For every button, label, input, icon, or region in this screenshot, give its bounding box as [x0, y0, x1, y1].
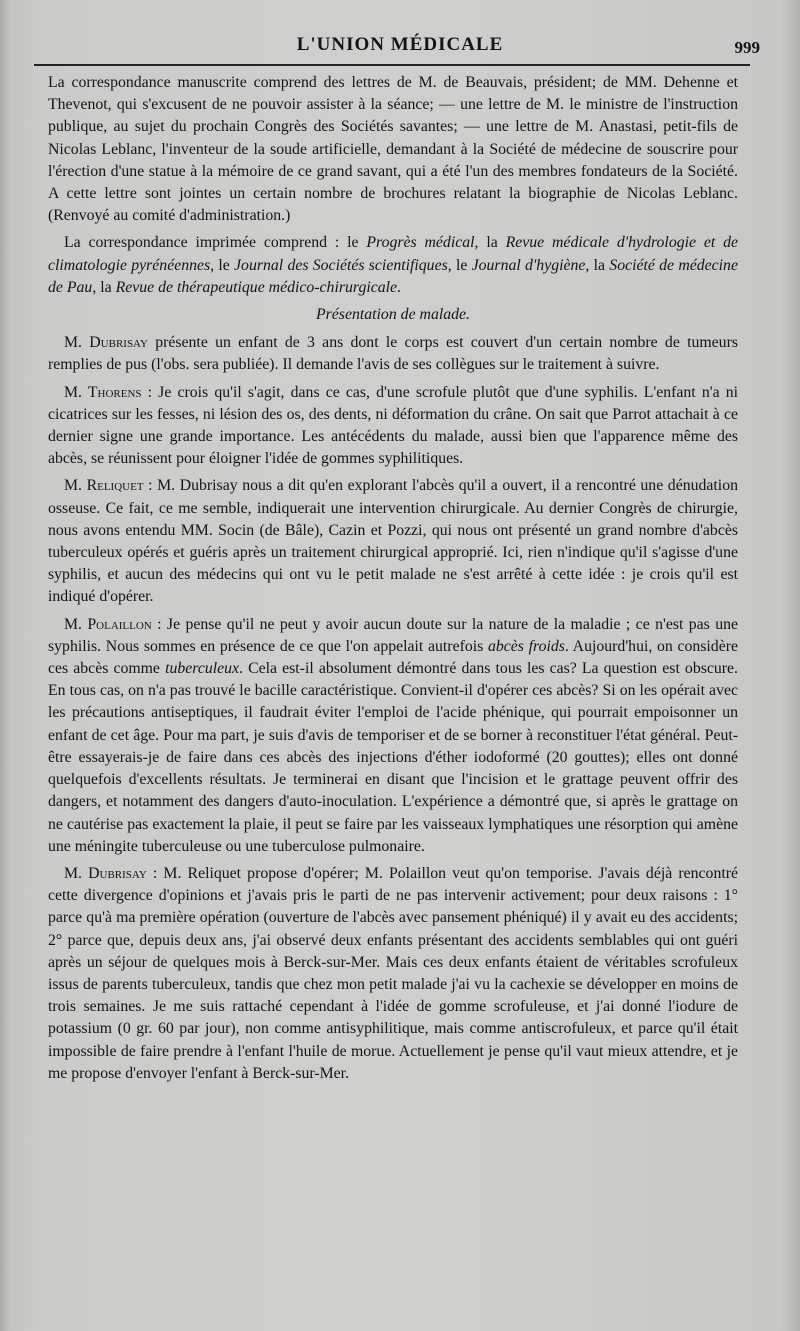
paragraph-text: : M. Reliquet propose d'opérer; M. Polaillon veut qu'on temporise. J'avais déjà rencontré cette divergence d'opinions et j'avais pris le parti de ne pas intervenir activement; pour deux raisons : 1° parce qu'à ma première opération (ouverture de l'abcès avec pansement phéniqué) il y avait eu des accidents; 2° parce que, depuis deux ans, j'ai observé deux enfants présentant des accidents semblables qui ont guéri après un séjour de quelques mois à Berck-sur-Mer. Mais ces deux enfants étaient de véritables scrofuleux issus de parents tuberculeux, tandis que chez mon petit malade j'ai vu la cachexie se développer en moins de trois semaines. Je me suis rattaché cependant à l'idée de gomme scrofuleuse, et j'ai donné l'iodure de potassium (0 gr. 60 par jour), non comme antisyphilitique, mais comme antiscrofuleux, et parce qu'il était impossible de faire prendre à l'enfant l'huile de morue. Actuellement je pense qu'il vaut mieux attendre, et je me propose d'envoyer l'enfant à Berck-sur-Mer.	[48, 864, 738, 1082]
text-run: . Cela est-il absolument démontré dans tous les cas? La question est obscure. En tous cas, on n'a pas trouvé le bacille caractéristique. Convient-il d'opérer ces abcès? Si on les opérait avec les précautions antiseptiques, il faudrait éviter l'emploi de l'acide phénique, qui pourrait empoisonner un enfant de cet âge. Pour ma part, je suis d'avis de temporiser et de se borner à reconstituer l'état général. Peut-être essayerais-je de faire dans ces abcès des injections d'éther iodoformé (20 gouttes); elles ont donné quelquefois d'excellents résultats. Je terminerai en disant que l'incision et le grattage peuvent offrir des dangers, et notamment des dangers d'auto-inoculation. L'expérience a démontré que, si après le grattage on ne cautérise pas exactement la plaie, il peut se faire par les vaisseaux lymphatiques une résorption qui amène une méningite tuberculeuse ou une tuberculose pulmonaire.	[48, 660, 739, 855]
running-head	[0, 34, 800, 64]
text-run: , la	[92, 278, 112, 296]
paragraph-thorens	[48, 382, 738, 471]
paragraph-polaillon	[48, 614, 738, 858]
speaker-name: M. Dubrisay	[64, 334, 148, 352]
paragraph-dubrisay-reply	[48, 863, 738, 1085]
journal-name: Revue de thérapeutique médico-chirurgicale	[115, 278, 398, 296]
journal-name: Société de médecine de Pau	[48, 256, 738, 296]
text-run: La correspondance imprimée comprend : le	[64, 234, 359, 252]
paragraph-dubrisay-presentation	[48, 332, 738, 376]
emphasis: abcès froids	[487, 637, 565, 655]
text-run: , la	[474, 234, 498, 252]
speaker-name: M. Reliquet	[64, 477, 144, 495]
text-run: .	[397, 278, 401, 296]
text-run: . Aujourd'hui, on considère ces abcès comme	[48, 637, 738, 678]
speaker-name: M. Dubrisay	[64, 864, 147, 882]
paragraph-text: : M. Dubrisay nous a dit qu'en explorant l'abcès qu'il a ouvert, il a rencontré une dénudation osseuse. Ce fait, ce me semble, indiquerait une intervention chirurgicale. Au dernier Congrès de chirurgie, nous avons entendu MM. Socin (de Bâle), Cazin et Pozzi, qui nous ont présenté un grand nombre d'abcès tuberculeux opérés et guéris après un traitement chirurgical approprié. Ici, rien n'indique qu'il s'agisse d'une syphilis, et aucun des médecins qui ont vu le petit malade ne s'est arrêté à cette idée : je crois qu'il est indiqué d'opérer.	[48, 477, 738, 606]
paragraph-text: présente un enfant de 3 ans dont le corps est couvert d'un certain nombre de tumeurs remplies de pus (l'obs. sera publiée). Il demande l'avis de ses collègues sur le traitement à suivre.	[48, 334, 738, 374]
text-run: , le	[447, 256, 468, 274]
paragraph-reliquet	[48, 475, 738, 608]
text-run: , le	[210, 256, 230, 274]
journal-name: Revue médicale d'hydrologie et de climatologie pyrénéennes	[48, 234, 739, 274]
header-rule	[34, 64, 750, 66]
journal-name: Journal des Sociétés scientifiques	[234, 256, 448, 274]
speaker-name: M. Polaillon	[64, 615, 152, 633]
text-run: : Je pense qu'il ne peut y avoir aucun doute sur la nature de la maladie ; ce n'est pas une syphilis. Nous sommes en présence de ce que l'on appelait autrefois	[48, 615, 739, 655]
text-run: , la	[585, 256, 606, 274]
journal-name: Journal d'hygiène	[471, 256, 586, 274]
journal-title: L'UNION MÉDICALE	[296, 34, 504, 55]
paragraph-printed-correspondence	[48, 232, 738, 299]
paragraph-text: La correspondance manuscrite comprend des lettres de M. de Beauvais, président; de MM. Dehenne et Thevenot, qui s'excusent de ne pouvoir assister à la séance; — une lettre de M. le ministre de l'instruction publique, au sujet du prochain Congrès des Sociétés savantes; — une lettre de M. Anastasi, petit-fils de Nicolas Leblanc, l'inventeur de la soude artificielle, demandant à la Société de médecine de souscrire pour l'érection d'une statue à la mémoire de ce grand savant, qui a été l'un des membres fondateurs de la Société. A cette lettre sont jointes un certain nombre de brochures relatant la biographie de Nicolas Leblanc. (Renvoyé au comité d'administration.)	[48, 74, 738, 225]
paragraph-manuscript-correspondence	[48, 72, 738, 227]
journal-name: Progrès médical	[366, 234, 475, 252]
speaker-name: M. Thorens	[64, 383, 142, 401]
section-subheading: Présentation de malade.	[316, 306, 470, 324]
article-body	[48, 72, 738, 1090]
paragraph-text: : Je crois qu'il s'agit, dans ce cas, d'une scrofule plutôt que d'une syphilis. L'enfant n'a ni cicatrices sur les fesses, ni lésion des os, des dents, ni déformation du crâne. On sait que Parrot attachait à ce dernier signe une grande importance. Les antécédents du malade, aussi bien que l'apparence même des abcès, se réunissent pour éloigner l'idée de gommes syphilitiques.	[48, 383, 739, 468]
emphasis: tuberculeux	[165, 660, 240, 678]
page-number: 999	[734, 38, 760, 57]
